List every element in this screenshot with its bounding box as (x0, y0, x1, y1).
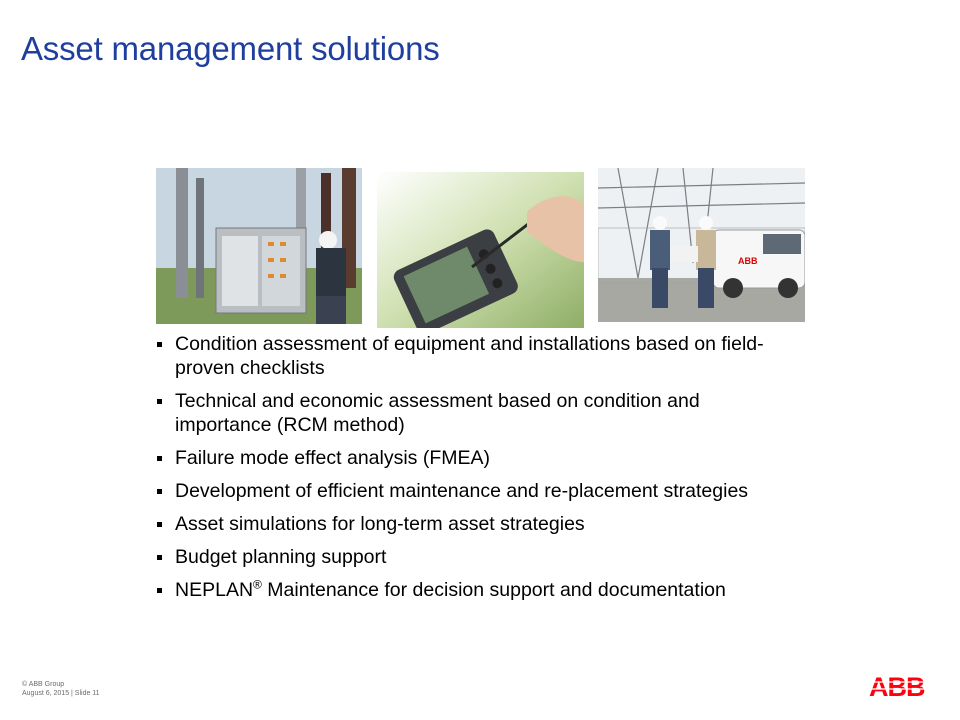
bullet-list (155, 332, 795, 611)
bullet-marker-icon (157, 489, 162, 494)
bullet-marker-icon (157, 342, 162, 347)
bullet-item: Condition assessment of equipment and installations based on field-proven checklists (155, 332, 795, 380)
bullet-marker-icon (157, 399, 162, 404)
slide-title: Asset management solutions (21, 30, 440, 67)
field-technicians-truck-photo (598, 168, 805, 322)
bullet-item: NEPLAN® Maintenance for decision support and documentation (155, 578, 795, 602)
bullet-item: Asset simulations for long-term asset strategies (155, 512, 795, 536)
bullet-marker-icon (157, 456, 162, 461)
svg-text:ABB: ABB (869, 673, 925, 699)
abb-logo (869, 673, 937, 699)
copyright-text: © ABB Group (22, 681, 65, 688)
date-slide-text: August 6, 2015 | Slide 11 (22, 689, 100, 697)
pda-stylus-photo (377, 172, 584, 328)
bullet-marker-icon (157, 588, 162, 593)
truck-logo-text: ABB (738, 256, 758, 266)
bullet-marker-icon (157, 555, 162, 560)
bullet-marker-icon (157, 522, 162, 527)
bullet-item: Failure mode effect analysis (FMEA) (155, 446, 795, 470)
slide-footer (22, 681, 100, 698)
substation-engineer-photo (156, 168, 362, 324)
bullet-item: Budget planning support (155, 545, 795, 569)
bullet-item: Development of efficient maintenance and re-placement strategies (155, 479, 795, 503)
bullet-item: Technical and economic assessment based on condition and importance (RCM method) (155, 389, 795, 437)
